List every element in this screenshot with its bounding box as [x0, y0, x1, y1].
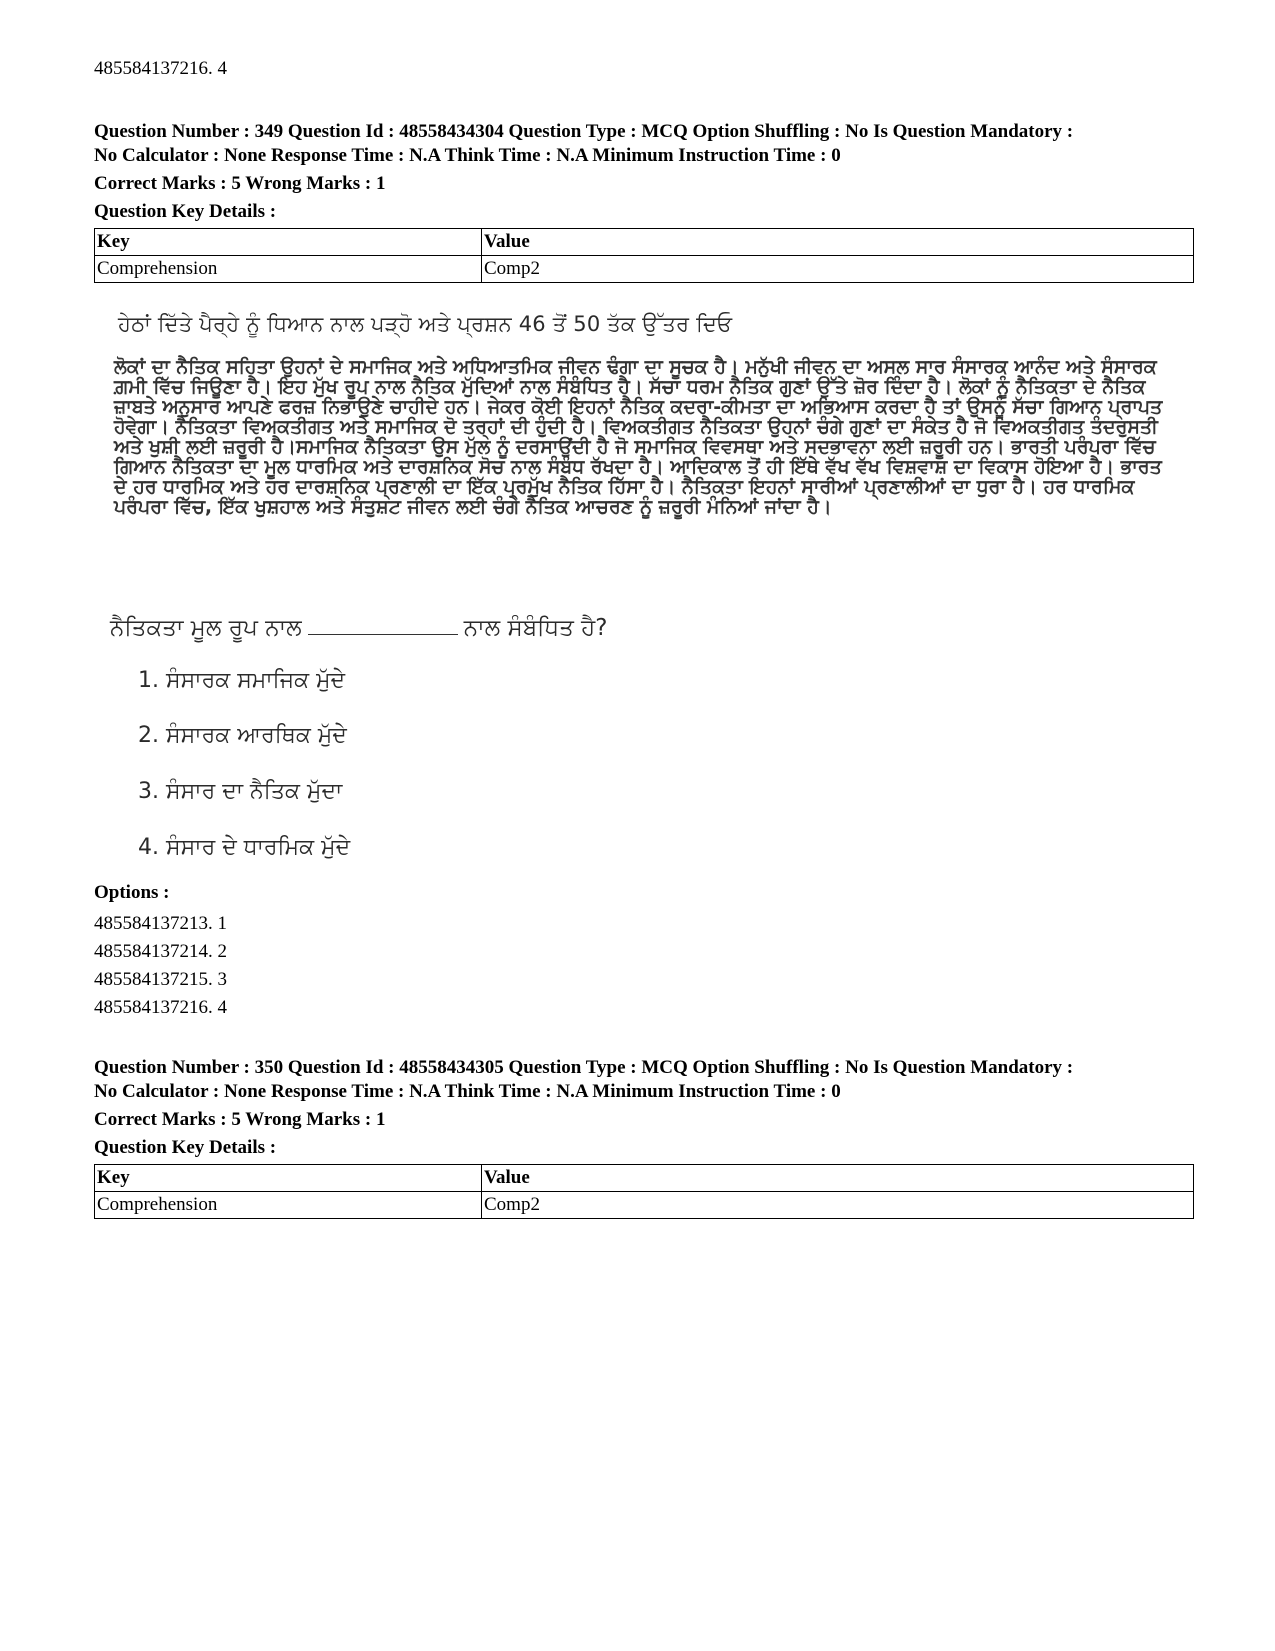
answer-choice-1: 1. ਸੰਸਾਰਕ ਸਮਾਜਿਕ ਮੁੱਦੇ [138, 668, 346, 693]
marks-line: Correct Marks : 5 Wrong Marks : 1 [94, 1109, 386, 1130]
question-header-line-2: No Calculator : None Response Time : N.A Think Time : N.A Minimum Instruction Time : 0 [94, 145, 841, 166]
options-list [94, 910, 227, 1022]
answer-choice-4: 4. ਸੰਸਾਰ ਦੇ ਧਾਰਮਿਕ ਮੁੱਦੇ [138, 835, 351, 860]
table-header-value: Value [482, 229, 1194, 256]
table-header-row [95, 229, 1194, 256]
option-item: 485584137216. 4 [94, 997, 227, 1018]
marks-line: Correct Marks : 5 Wrong Marks : 1 [94, 173, 386, 194]
question-header-line-1: Question Number : 349 Question Id : 48558434304 Question Type : MCQ Option Shuffling : No Is Question Mandatory : [94, 121, 1074, 142]
table-cell-value: Comp2 [482, 256, 1194, 283]
key-details-table [94, 1164, 1194, 1219]
option-item: 485584137213. 1 [94, 913, 227, 934]
question-349-header [94, 120, 1194, 283]
question-header-line-2: No Calculator : None Response Time : N.A Think Time : N.A Minimum Instruction Time : 0 [94, 1081, 841, 1102]
table-header-key: Key [95, 1165, 482, 1192]
question-349-content [110, 312, 1190, 860]
options-label: Options : [94, 882, 170, 903]
table-header-row [95, 1165, 1194, 1192]
prompt-blank [308, 614, 458, 635]
table-header-value: Value [482, 1165, 1194, 1192]
table-row [95, 1192, 1194, 1219]
answer-choice-3: 3. ਸੰਸਾਰ ਦਾ ਨੈਤਿਕ ਮੁੱਦਾ [138, 779, 343, 804]
table-cell-key: Comprehension [95, 1192, 482, 1219]
answer-choice-2: 2. ਸੰਸਾਰਕ ਆਰਥਿਕ ਮੁੱਦੇ [138, 723, 347, 748]
question-350-header [94, 1056, 1194, 1219]
prompt-text-before: ਨੈਤਿਕਤਾ ਮੂਲ ਰੂਪ ਨਾਲ [110, 615, 302, 641]
option-item: 485584137215. 3 [94, 969, 227, 990]
key-details-label: Question Key Details : [94, 1137, 277, 1158]
key-details-label: Question Key Details : [94, 201, 277, 222]
option-item: 485584137214. 2 [94, 941, 227, 962]
previous-answer-option: 485584137216. 4 [94, 58, 227, 79]
prompt-text-after: ਨਾਲ ਸੰਬੰਧਿਤ ਹੈ? [463, 615, 608, 641]
key-details-table [94, 228, 1194, 283]
table-row [95, 256, 1194, 283]
table-header-key: Key [95, 229, 482, 256]
question-prompt [110, 614, 607, 641]
table-cell-value: Comp2 [482, 1192, 1194, 1219]
question-header-line-1: Question Number : 350 Question Id : 48558434305 Question Type : MCQ Option Shuffling : No Is Question Mandatory : [94, 1057, 1074, 1078]
comprehension-passage: ਲੋਕਾਂ ਦਾ ਨੈਤਿਕ ਸਹਿਤਾ ਉਹਨਾਂ ਦੇ ਸਮਾਜਿਕ ਅਤੇ ਅਧਿਆਤਮਿਕ ਜੀਵਨ ਢੰਗਾ ਦਾ ਸੂਚਕ ਹੈ। ਮਨੁੱਖੀ ਜੀਵਨ ਦਾ ਅਸਲ ਸਾਰ ਸੰਸਾਰਕ ਆਨੰਦ ਅਤੇ ਸੰਸਾਰਕ ਗ਼ਮੀ ਵਿੱਚ ਜਿਊਣਾ ਹੈ। ਇਹ ਮੁੱਖ ਰੂਪ ਨਾਲ ਨੈਤਿਕ ਮੁੱਦਿਆਂ ਨਾਲ ਸੰਬੰਧਿਤ ਹੈ। ਸੱਚਾ ਧਰਮ ਨੈਤਿਕ ਗੁਣਾਂ ਉੱਤੇ ਜ਼ੋਰ ਦਿੰਦਾ ਹੈ। ਲੋਕਾਂ ਨੂੰ ਨੈਤਿਕਤਾ ਦੇ ਨੈਤਿਕ ਜ਼ਾਬਤੇ ਅਨੁਸਾਰ ਆਪਣੇ ਫਰਜ਼ ਨਿਭਾਉਣੇ ਚਾਹੀਦੇ ਹਨ। ਜੇਕਰ ਕੋਈ ਇਹਨਾਂ ਨੈਤਿਕ ਕਦਰਾ-ਕੀਮਤਾ ਦਾ ਅਭਿਆਸ ਕਰਦਾ ਹੈ ਤਾਂ ਉਸਨੂੰ ਸੱਚਾ ਗਿਆਨ ਪ੍ਰਾਪਤ ਹੋਵੇਗਾ। ਨੈਤਿਕਤਾ ਵਿਅਕਤੀਗਤ ਅਤੇ ਸਮਾਜਿਕ ਦੋ ਤਰ੍ਹਾਂ ਦੀ ਹੁੰਦੀ ਹੈ। ਵਿਅਕਤੀਗਤ ਨੈਤਿਕਤਾ ਉਹਨਾਂ ਚੰਗੇ ਗੁਣਾਂ ਦਾ ਸੰਕੇਤ ਹੈ ਜੋ ਵਿਅਕਤੀਗਤ ਤੰਦਰੁਸਤੀ ਅਤੇ ਖੁਸ਼ੀ ਲਈ ਜ਼ਰੂਰੀ ਹੈ।ਸਮਾਜਿਕ ਨੈਤਿਕਤਾ ਉਸ ਮੁੱਲ ਨੂੰ ਦਰਸਾਉਂਦੀ ਹੈ ਜੋ ਸਮਾਜਿਕ ਵਿਵਸਥਾ ਅਤੇ ਸਦਭਾਵਨਾ ਲਈ ਜ਼ਰੂਰੀ ਹਨ। ਭਾਰਤੀ ਪਰੰਪਰਾ ਵਿੱਚ ਗਿਆਨ ਨੈਤਿਕਤਾ ਦਾ ਮੂਲ ਧਾਰਮਿਕ ਅਤੇ ਦਾਰਸ਼ਨਿਕ ਸੋਚ ਨਾਲ ਸੰਬੰਧ ਰੱਖਦਾ ਹੈ। ਆਦਿਕਾਲ ਤੋਂ ਹੀ ਇੱਥੇ ਵੱਖ ਵੱਖ ਵਿਸ਼ਵਾਸ਼ ਦਾ ਵਿਕਾਸ ਹੋਇਆ ਹੈ। ਭਾਰਤ ਦੇ ਹਰ ਧਾਰਮਿਕ ਅਤੇ ਹਰ ਦਾਰਸ਼ਨਿਕ ਪ੍ਰਣਾਲੀ ਦਾ ਇੱਕ ਪ੍ਰਮੁੱਖ ਨੈਤਿਕ ਹਿੱਸਾ ਹੈ। ਨੈਤਿਕਤਾ ਇਹਨਾਂ ਸਾਰੀਆਂ ਪ੍ਰਣਾਲੀਆਂ ਦਾ ਧੁਰਾ ਹੈ। ਹਰ ਧਾਰਮਿਕ ਪਰੰਪਰਾ ਵਿੱਚ, ਇੱਕ ਖੁਸ਼ਹਾਲ ਅਤੇ ਸੰਤੁਸ਼ਟ ਜੀਵਨ ਲਈ ਚੰਗੇ ਨੈਤਿਕ ਆਚਰਣ ਨੂੰ ਜ਼ਰੂਰੀ ਮੰਨਿਆਂ ਜਾਂਦਾ ਹੈ। [114, 356, 1163, 518]
table-cell-key: Comprehension [95, 256, 482, 283]
passage-instruction: ਹੇਠਾਂ ਦਿੱਤੇ ਪੈਰ੍ਹੇ ਨੂੰ ਧਿਆਨ ਨਾਲ ਪੜ੍ਹੋ ਅਤੇ ਪ੍ਰਸ਼ਨ 46 ਤੋਂ 50 ਤੱਕ ਉੱਤਰ ਦਿਓ [118, 312, 733, 336]
